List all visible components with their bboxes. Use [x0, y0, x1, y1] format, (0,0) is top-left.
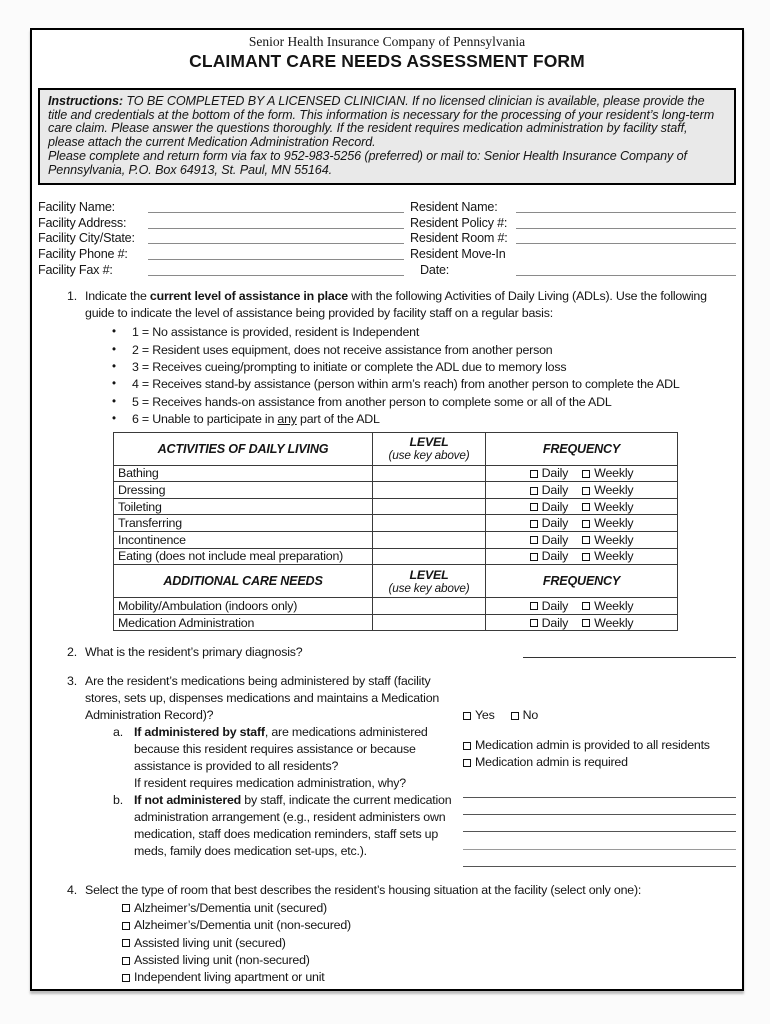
- facility-phone-row: [38, 247, 404, 263]
- yes-no-row: [463, 707, 736, 724]
- med-admin-all-residents-checkbox[interactable]: [463, 742, 471, 750]
- facility-fax-input-line[interactable]: [148, 263, 404, 276]
- weekly-checkbox[interactable]: [582, 520, 590, 528]
- bullet-icon: •: [112, 378, 116, 391]
- room-option-checkbox[interactable]: [122, 904, 130, 912]
- weekly-label: Weekly: [594, 615, 634, 630]
- question-1-text-post: with the following Activities of Daily Living (ADLs). Use the following guide to indicate the level of assistance being provided by facility staff on a regular basis:: [85, 289, 707, 321]
- question-3b-letter: b.: [113, 793, 123, 808]
- question-1-text-pre: Indicate the: [85, 289, 150, 304]
- frequency-cell: [486, 548, 678, 565]
- question-4-body: [85, 882, 736, 987]
- weekly-checkbox[interactable]: [582, 553, 590, 561]
- yes-label: Yes: [475, 708, 495, 723]
- level-input-cell[interactable]: [373, 532, 486, 549]
- frequency-cell: [486, 614, 678, 631]
- key-item-6-post: part of the ADL: [296, 412, 380, 427]
- adl-activity-label: Bathing: [114, 465, 373, 482]
- answer-input-line[interactable]: [463, 832, 736, 849]
- key-item-4: [38, 376, 736, 393]
- key-item-5: [38, 394, 736, 411]
- weekly-checkbox[interactable]: [582, 503, 590, 511]
- room-option-alz-non-secured: [85, 917, 736, 934]
- question-3-columns: [85, 673, 736, 866]
- frequency-cell: [486, 482, 678, 499]
- facility-city-state-row: [38, 231, 404, 247]
- key-item-3: [38, 359, 736, 376]
- key-item-1-text: 1 = No assistance is provided, resident is Independent: [132, 325, 420, 340]
- instructions-box: [38, 88, 736, 185]
- company-name: Senior Health Insurance Company of Pennsylvania: [248, 34, 526, 49]
- facility-name-input-line[interactable]: [148, 200, 404, 213]
- room-option-label: Assisted living unit (secured): [134, 935, 286, 950]
- key-item-2: [38, 342, 736, 359]
- answer-lines: [463, 780, 736, 866]
- key-item-6-underlined: any: [277, 412, 297, 427]
- question-3a-text: [134, 724, 457, 792]
- care-row-medication: [114, 614, 678, 631]
- weekly-label: Weekly: [594, 499, 634, 514]
- facility-fax-label: Facility Fax #:: [38, 262, 113, 277]
- answer-input-line[interactable]: [463, 780, 736, 797]
- room-option-alz-secured: [85, 900, 736, 917]
- daily-label: Daily: [541, 499, 569, 514]
- adl-row-incontinence: [114, 532, 678, 549]
- med-admin-required-checkbox[interactable]: [463, 759, 471, 767]
- level-input-cell[interactable]: [373, 614, 486, 631]
- level-input-cell[interactable]: [373, 598, 486, 615]
- room-option-label: Assisted living unit (non-secured): [134, 953, 310, 968]
- weekly-label: Weekly: [594, 549, 634, 564]
- question-3-left-column: [85, 673, 457, 866]
- question-4: [38, 882, 736, 987]
- daily-checkbox[interactable]: [530, 619, 538, 627]
- no-checkbox[interactable]: [511, 712, 519, 720]
- key-item-6: [38, 411, 736, 428]
- resident-room-row: [410, 231, 736, 247]
- daily-label: Daily: [541, 466, 569, 481]
- facility-phone-label: Facility Phone #:: [38, 247, 128, 261]
- level-header-subtext: (use key above): [388, 580, 470, 595]
- adl-key-list: [38, 324, 736, 428]
- adl-header-frequency: FREQUENCY: [486, 432, 678, 465]
- adl-activity-label: Eating (does not include meal preparation): [114, 548, 373, 565]
- additional-header-frequency: FREQUENCY: [486, 565, 678, 598]
- question-3a-letter: a.: [113, 725, 123, 740]
- key-item-1: [38, 324, 736, 341]
- daily-label: Daily: [541, 549, 569, 564]
- resident-room-input-line[interactable]: [516, 231, 736, 244]
- resident-move-in-row: [410, 247, 736, 263]
- daily-checkbox[interactable]: [530, 503, 538, 511]
- room-option-assisted-non-secured: [85, 952, 736, 969]
- move-in-date-label: Date:: [420, 262, 450, 277]
- room-option-checkbox[interactable]: [122, 957, 130, 965]
- question-4-text: Select the type of room that best describes the resident’s housing situation at the facility (select only one):: [85, 882, 642, 897]
- bullet-icon: •: [112, 326, 116, 339]
- question-3a-why: If resident requires medication administration, why?: [134, 776, 406, 791]
- room-type-options: [85, 900, 736, 987]
- daily-checkbox[interactable]: [530, 520, 538, 528]
- key-item-6-pre: 6 = Unable to participate in: [132, 412, 278, 427]
- resident-name-input-line[interactable]: [516, 200, 736, 213]
- weekly-label: Weekly: [594, 532, 634, 547]
- level-input-cell[interactable]: [373, 465, 486, 482]
- question-3-number: 3.: [67, 674, 77, 689]
- facility-city-state-label: Facility City/State:: [38, 231, 135, 246]
- weekly-label: Weekly: [594, 598, 634, 613]
- daily-checkbox[interactable]: [530, 536, 538, 544]
- adl-table: [113, 432, 678, 632]
- adl-header-row: [114, 432, 678, 465]
- level-input-cell[interactable]: [373, 498, 486, 515]
- level-header-subtext: (use key above): [388, 448, 470, 463]
- adl-row-bathing: [114, 465, 678, 482]
- facility-address-input-line[interactable]: [148, 216, 404, 229]
- weekly-checkbox[interactable]: [582, 470, 590, 478]
- question-2-text: What is the resident’s primary diagnosis?: [85, 645, 303, 660]
- care-need-label: Mobility/Ambulation (indoors only): [114, 598, 373, 615]
- move-in-date-row: [410, 263, 736, 279]
- daily-checkbox[interactable]: [530, 470, 538, 478]
- frequency-cell: [486, 598, 678, 615]
- level-input-cell[interactable]: [373, 515, 486, 532]
- adl-activity-label: Incontinence: [114, 532, 373, 549]
- level-header-label: LEVEL: [409, 567, 449, 582]
- med-admin-required-label: Medication admin is required: [475, 755, 628, 770]
- room-option-label: Alzheimer’s/Dementia unit (non-secured): [134, 918, 351, 933]
- question-3-right-column: [463, 673, 736, 866]
- weekly-label: Weekly: [594, 516, 634, 531]
- question-2: [38, 644, 736, 661]
- form-page: [30, 28, 744, 991]
- room-option-label: Alzheimer’s/Dementia unit (secured): [134, 900, 327, 915]
- question-2-body: [85, 644, 736, 661]
- resident-policy-label: Resident Policy #:: [410, 215, 508, 230]
- daily-checkbox[interactable]: [530, 553, 538, 561]
- question-2-number: 2.: [67, 645, 77, 660]
- question-3a-rest: , are medications administered because this resident requires assistance or because assistance is provided to all residents?: [134, 725, 428, 774]
- facility-resident-fields: [38, 200, 736, 278]
- adl-header-level: [373, 432, 486, 465]
- adl-row-toileting: [114, 498, 678, 515]
- key-item-5-text: 5 = Receives hands-on assistance from another person to complete some or all of the ADL: [132, 394, 612, 409]
- key-item-6-text: [132, 411, 380, 428]
- adl-activity-label: Dressing: [114, 482, 373, 499]
- question-3a: [85, 724, 457, 792]
- bullet-icon: •: [112, 395, 116, 408]
- answer-input-line[interactable]: [463, 815, 736, 832]
- frequency-cell: [486, 515, 678, 532]
- med-admin-required-option: [463, 754, 736, 771]
- resident-column: [410, 200, 736, 278]
- weekly-checkbox[interactable]: [582, 619, 590, 627]
- adl-row-dressing: [114, 482, 678, 499]
- key-item-3-text: 3 = Receives cueing/prompting to initiate or complete the ADL due to memory loss: [132, 360, 567, 374]
- weekly-label: Weekly: [594, 466, 634, 481]
- level-header-label: LEVEL: [409, 435, 449, 450]
- instructions-label: Instructions:: [48, 94, 123, 108]
- room-option-independent: [85, 969, 736, 986]
- level-input-cell[interactable]: [373, 482, 486, 499]
- med-admin-all-residents-label: Medication admin is provided to all residents: [475, 738, 710, 753]
- no-label: No: [522, 708, 539, 723]
- daily-checkbox[interactable]: [530, 602, 538, 610]
- move-in-date-input-line[interactable]: [516, 263, 736, 276]
- level-input-cell[interactable]: [373, 548, 486, 565]
- adl-activity-label: Transferring: [114, 515, 373, 532]
- adl-row-transferring: [114, 515, 678, 532]
- bullet-icon: •: [112, 413, 116, 426]
- facility-phone-input-line[interactable]: [148, 247, 404, 260]
- question-3b: [85, 792, 457, 860]
- answer-input-line[interactable]: [463, 850, 736, 867]
- question-3a-bold: If administered by staff: [134, 725, 265, 740]
- answer-input-line[interactable]: [463, 798, 736, 815]
- daily-label: Daily: [541, 532, 569, 547]
- additional-care-header-row: [114, 565, 678, 598]
- primary-diagnosis-input-line[interactable]: [523, 644, 736, 658]
- room-option-label: Independent living apartment or unit: [134, 970, 325, 985]
- question-3b-text: [134, 792, 457, 860]
- facility-address-row: [38, 216, 404, 232]
- resident-room-label: Resident Room #:: [410, 231, 508, 246]
- adl-row-eating: [114, 548, 678, 565]
- question-3-text: Are the resident’s medications being administered by staff (facility stores, sets up, dispenses medications and maintains a Medication Administration Record)?: [85, 674, 440, 723]
- daily-label: Daily: [541, 598, 569, 613]
- facility-column: [38, 200, 410, 278]
- page-title: CLAIMANT CARE NEEDS ASSESSMENT FORM: [189, 51, 585, 71]
- facility-fax-row: [38, 263, 404, 279]
- adl-activity-label: Toileting: [114, 498, 373, 515]
- question-1-text: [85, 288, 736, 322]
- key-item-4-text: 4 = Receives stand-by assistance (person within arm’s reach) from another person to complete the ADL: [132, 377, 680, 392]
- room-option-checkbox[interactable]: [122, 939, 130, 947]
- frequency-cell: [486, 465, 678, 482]
- question-1-text-bold: current level of assistance in place: [149, 289, 348, 304]
- resident-policy-input-line[interactable]: [516, 216, 736, 229]
- weekly-label: Weekly: [594, 483, 634, 498]
- frequency-cell: [486, 532, 678, 549]
- care-need-label: Medication Administration: [114, 614, 373, 631]
- additional-care-header: ADDITIONAL CARE NEEDS: [114, 565, 373, 598]
- weekly-checkbox[interactable]: [582, 536, 590, 544]
- resident-name-row: [410, 200, 736, 216]
- resident-policy-row: [410, 216, 736, 232]
- daily-label: Daily: [541, 615, 569, 630]
- room-option-checkbox[interactable]: [122, 974, 130, 982]
- key-item-2-text: 2 = Resident uses equipment, does not receive assistance from another person: [132, 342, 553, 357]
- facility-address-label: Facility Address:: [38, 215, 127, 230]
- med-admin-all-residents-option: [463, 737, 736, 754]
- weekly-checkbox[interactable]: [582, 487, 590, 495]
- instructions-para2: Please complete and return form via fax to 952-983-5256 (preferred) or mail to: Senior Health Insurance Company of Pennsylvania, P.O. Box 64913, St. Paul, MN 55164.: [48, 148, 687, 177]
- yes-checkbox[interactable]: [463, 712, 471, 720]
- facility-name-label: Facility Name:: [38, 200, 115, 215]
- question-4-number: 4.: [67, 882, 77, 897]
- daily-label: Daily: [541, 516, 569, 531]
- room-option-checkbox[interactable]: [122, 922, 130, 930]
- instructions-para1: TO BE COMPLETED BY A LICENSED CLINICIAN. If no licensed clinician is available, please provide the title and credentials at the bottom of the form. This information is necessary for the processing of your resident’s long-term care claim. Please answer the questions thoroughly. If the resident requires medication administration by facility staff, please attach the current Medication Administration Record.: [48, 94, 715, 150]
- question-3b-rest: by staff, indicate the current medication administration arrangement (e.g., resident administers own medication, staff does medication reminders, staff sets up meds, family does medication set-ups, etc.).: [134, 793, 452, 859]
- medication-admin-options: [463, 737, 736, 771]
- resident-name-label: Resident Name:: [410, 200, 498, 215]
- question-1-number: 1.: [67, 289, 77, 304]
- adl-header-activities: ACTIVITIES OF DAILY LIVING: [114, 432, 373, 465]
- frequency-cell: [486, 498, 678, 515]
- daily-checkbox[interactable]: [530, 487, 538, 495]
- question-1: [38, 288, 736, 322]
- bullet-icon: •: [112, 343, 116, 356]
- room-option-assisted-secured: [85, 935, 736, 952]
- resident-move-in-label: Resident Move-In: [410, 247, 506, 261]
- weekly-checkbox[interactable]: [582, 602, 590, 610]
- question-3b-bold: If not administered: [134, 793, 242, 808]
- daily-label: Daily: [541, 483, 569, 498]
- question-3: [38, 673, 736, 866]
- facility-city-state-input-line[interactable]: [148, 231, 404, 244]
- bullet-icon: •: [112, 361, 116, 373]
- additional-header-level: [373, 565, 486, 598]
- facility-name-row: [38, 200, 404, 216]
- care-row-mobility: [114, 598, 678, 615]
